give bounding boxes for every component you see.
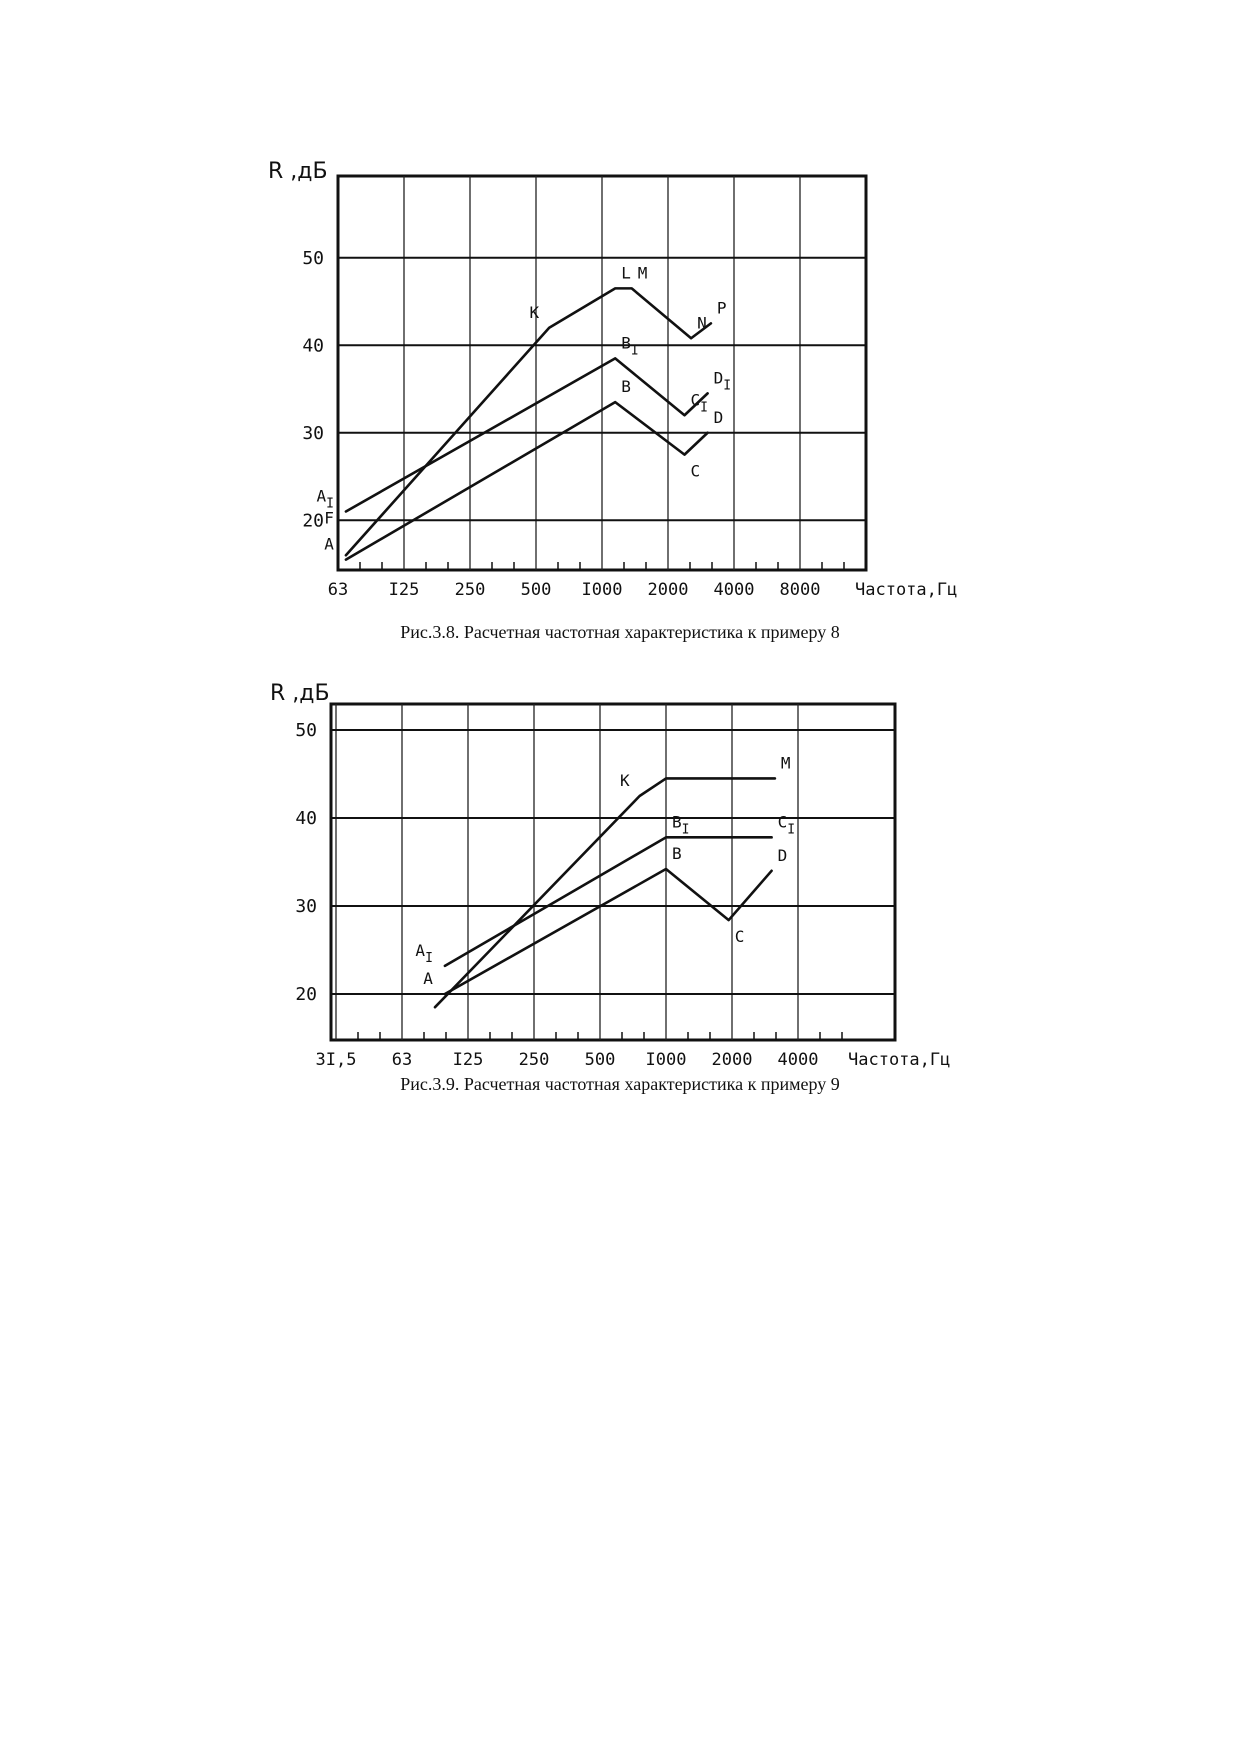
point-label-subscript: I <box>700 400 708 416</box>
x-tick-label: I25 <box>452 1050 484 1070</box>
x-tick-label: 63 <box>391 1050 413 1070</box>
x-tick-label: 63 <box>327 580 349 600</box>
x-tick-label: I000 <box>645 1050 687 1070</box>
y-tick-label: 20 <box>295 984 317 1005</box>
x-tick-label: 500 <box>520 580 552 600</box>
y-tick-label: 20 <box>302 510 324 532</box>
point-label: $C_I$ <box>690 390 708 416</box>
chart-3-9 <box>0 670 1240 1090</box>
x-tick-label: 500 <box>584 1050 616 1070</box>
y-axis-title: R ,дБ <box>268 159 328 184</box>
y-tick-label: 50 <box>302 247 324 269</box>
point-label-subscript: I <box>326 496 334 512</box>
x-tick-label: I25 <box>388 580 420 600</box>
series-line-1 <box>435 778 775 1007</box>
figure-caption-3-8: Рис.3.8. Расчетная частотная характеристика к примеру 8 <box>400 622 840 642</box>
series-line-3 <box>445 869 772 994</box>
x-tick-label: 4000 <box>713 580 755 600</box>
point-label: $D_I$ <box>713 368 732 394</box>
x-tick-label: 250 <box>518 1050 550 1070</box>
figure-3-8 <box>0 150 1240 620</box>
point-label: B <box>621 377 631 397</box>
x-tick-label: I000 <box>581 580 623 600</box>
y-tick-label: 50 <box>295 720 317 741</box>
x-tick-label: 2000 <box>711 1050 753 1070</box>
y-tick-label: 30 <box>295 896 317 917</box>
point-label: L <box>621 263 631 283</box>
series-line-2 <box>346 358 708 511</box>
point-label: $B_I$ <box>621 333 639 359</box>
x-tick-label: 8000 <box>779 580 821 600</box>
point-label: M <box>780 753 791 773</box>
y-tick-label: 30 <box>302 422 324 444</box>
x-axis-title: Частота,Гц <box>855 580 958 600</box>
point-label: K <box>619 771 630 790</box>
point-label: C <box>690 461 701 481</box>
plot-frame <box>331 704 895 1040</box>
point-label: $A_I$ <box>415 940 433 966</box>
point-label: A <box>324 534 334 554</box>
point-label: D <box>713 407 724 427</box>
point-label-subscript: I <box>425 950 433 966</box>
series-line-1 <box>346 288 711 555</box>
point-label: K <box>529 302 540 322</box>
point-label: A <box>423 969 433 988</box>
point-label: $C_I$ <box>777 812 796 838</box>
point-label: N <box>697 313 707 333</box>
x-tick-label: 250 <box>454 580 486 600</box>
figure-3-9 <box>0 670 1240 1090</box>
y-tick-label: 40 <box>302 335 324 357</box>
point-label: P <box>716 298 727 318</box>
figure-caption-3-9: Рис.3.9. Расчетная частотная характеристика к примеру 9 <box>400 1074 840 1094</box>
x-axis-title: Частота,Гц <box>848 1050 951 1070</box>
y-axis-title: R ,дБ <box>270 681 330 706</box>
x-tick-label: 4000 <box>777 1050 819 1070</box>
point-label: D <box>777 845 788 865</box>
x-tick-label: 2000 <box>647 580 689 600</box>
point-label: M <box>637 263 648 283</box>
point-label: $A_I$ <box>316 486 334 512</box>
point-label: $B_I$ <box>672 812 690 838</box>
point-label-subscript: I <box>787 822 796 838</box>
point-label: B <box>672 844 682 864</box>
point-label-subscript: I <box>681 822 690 838</box>
point-label: C <box>734 927 745 947</box>
point-label-subscript: I <box>630 343 639 359</box>
x-tick-label: 3I,5 <box>315 1050 357 1070</box>
y-tick-label: 40 <box>295 808 317 829</box>
point-label: F <box>324 508 334 528</box>
chart-3-8 <box>0 150 1240 620</box>
point-label-subscript: I <box>723 378 732 394</box>
